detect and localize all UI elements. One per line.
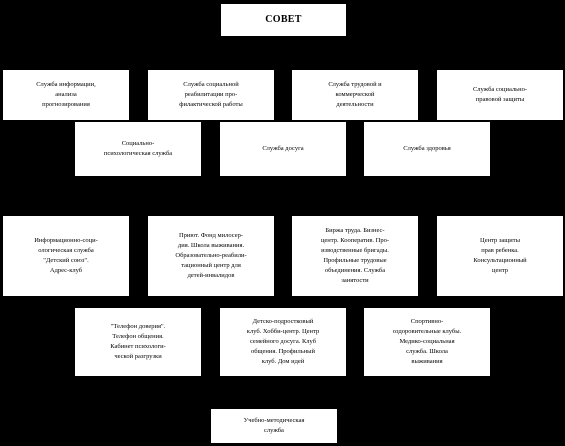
youth-club-box: Детско-подростковый клуб. Хобби-центр. Центр семейного досуга. Клуб общения. Профильный клуб. Дом идей bbox=[220, 308, 346, 376]
labor-commercial-service-box: Служба трудовой и коммерческой деятельности bbox=[292, 70, 418, 120]
information-sociological-service-box: Информационно-соци- ологическая служба "Детский союз". Адрес-клуб bbox=[3, 216, 129, 296]
social-legal-protection-service-box: Служба социально- правовой защиты bbox=[437, 70, 563, 120]
council-box: СОВЕТ bbox=[221, 4, 346, 36]
information-analysis-service-box: Служба информации, анализа прогнозирования bbox=[3, 70, 129, 120]
educational-methodical-service-box: Учебно-методическая служба bbox=[211, 409, 337, 443]
labor-exchange-business-center-box: Биржа труда. Бизнес- центр. Кооператив. Про- изводственные бригады. Профильные трудовые объединения. Служба занятости bbox=[292, 216, 418, 296]
social-psychological-service-box: Социально- психологическая служба bbox=[75, 122, 201, 176]
shelter-charity-fund-box: Приют. Фонд милосер- дия. Школа выживания. Образовательно-реабили- тационный центр для детей-инвалидов bbox=[148, 216, 274, 296]
social-rehabilitation-service-box: Служба социальной реабилитации про- филактической работы bbox=[148, 70, 274, 120]
child-rights-center-box: Центр защиты прав ребенка. Консультационный центр bbox=[437, 216, 563, 296]
leisure-service-box: Служба досуга bbox=[220, 122, 346, 176]
helpline-box: "Телефон доверия". Телефон общения. Кабинет психологи- ческой разгрузки bbox=[75, 308, 201, 376]
sports-health-clubs-box: Спортивно- оздоровительные клубы. Медико-социальная служба. Школа выживания bbox=[364, 308, 490, 376]
health-service-box: Служба здоровья bbox=[364, 122, 490, 176]
